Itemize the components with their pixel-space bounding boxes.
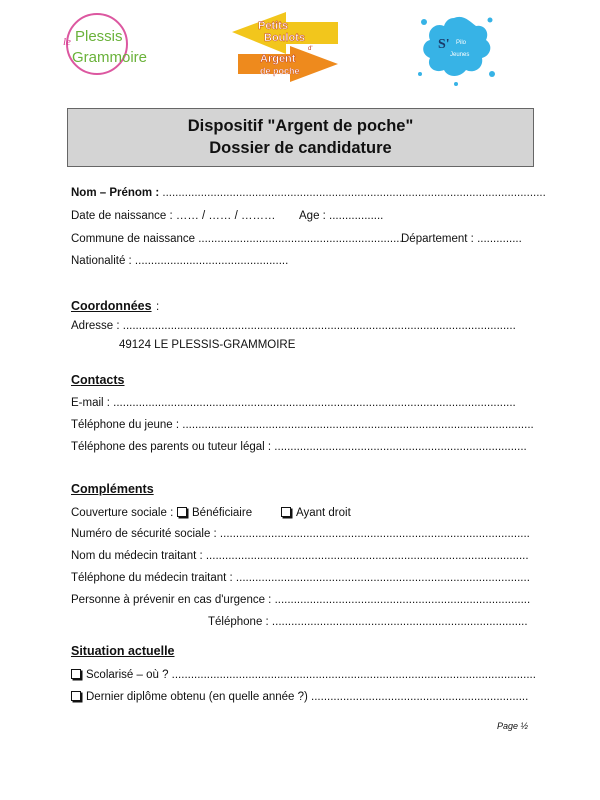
logo-line2: Grammoire	[72, 49, 148, 66]
splash-logo	[412, 8, 497, 88]
logo-petits: Petits	[258, 20, 288, 32]
urgence-field[interactable]: Personne à prévenir en cas d'urgence : ................................................................................	[71, 594, 531, 606]
logo-argent: Argent	[260, 53, 296, 65]
age-field[interactable]: Age : .................	[299, 210, 384, 222]
coordonnees-heading-row	[71, 297, 159, 315]
beneficiaire-label: Bénéficiaire	[192, 507, 253, 519]
diplome-option[interactable]	[71, 691, 528, 703]
ayant-droit-checkbox[interactable]	[281, 507, 291, 517]
commune-field[interactable]: Commune de naissance ................................................................	[71, 233, 403, 245]
plessis-grammoire-logo	[55, 8, 160, 78]
nationalite-field[interactable]: Nationalité : ................................................	[71, 255, 289, 267]
secu-field[interactable]: Numéro de sécurité sociale : .................................................................................................	[71, 528, 530, 540]
coordonnees-heading: Coordonnées	[71, 299, 152, 313]
logo-depoche: de poche	[260, 66, 300, 76]
nom-label: Nom – Prénom :	[71, 187, 160, 199]
title-line1: Dispositif "Argent de poche"	[187, 117, 414, 135]
tel-medecin-field[interactable]: Téléphone du médecin traitant : ............................................................................................	[71, 572, 530, 584]
adresse-field[interactable]: Adresse : ...........................................................................................................................	[71, 320, 516, 332]
scolarise-option[interactable]	[71, 669, 536, 681]
ville-text: 49124 LE PLESSIS-GRAMMOIRE	[119, 339, 296, 351]
urgence-telephone-field[interactable]: Téléphone : ................................................................................	[208, 616, 528, 628]
logo-prefix: le	[63, 36, 71, 48]
splash-text3: Jeunes	[450, 52, 470, 58]
medecin-field[interactable]: Nom du médecin traitant : .....................................................................................................	[71, 550, 529, 562]
coordonnees-colon: :	[156, 301, 160, 313]
ayant-droit-label: Ayant droit	[296, 507, 351, 519]
title-line2: Dossier de candidature	[209, 139, 392, 157]
beneficiaire-option[interactable]	[177, 507, 252, 519]
email-field[interactable]: E-mail : ..............................................................................................................................	[71, 397, 516, 409]
tel-parents-field[interactable]: Téléphone des parents ou tuteur légal : ...............................................................................	[71, 441, 527, 453]
beneficiaire-checkbox[interactable]	[177, 507, 187, 517]
diplome-checkbox[interactable]	[71, 691, 81, 701]
couverture-label: Couverture sociale :	[71, 507, 174, 519]
complements-heading: Compléments	[71, 482, 154, 496]
ayant-droit-option[interactable]	[281, 507, 351, 519]
departement-field[interactable]: Département : ..............	[401, 233, 522, 245]
nom-field[interactable]: ........................................................................................................................	[162, 187, 546, 199]
splash-text2: Pilo	[456, 40, 467, 46]
scolarise-field[interactable]: Scolarisé – où ? ..................................................................................................................	[86, 669, 536, 681]
logo-small: d'	[308, 46, 313, 52]
situation-heading: Situation actuelle	[71, 644, 175, 658]
date-naissance-field[interactable]: Date de naissance : …… / …… / ………	[71, 210, 276, 222]
logo-boulots: Boulots	[264, 32, 305, 44]
contacts-heading: Contacts	[71, 373, 125, 387]
petits-boulots-logo	[228, 10, 343, 82]
name-row[interactable]	[71, 187, 546, 199]
splash-text1: S'	[438, 37, 450, 52]
logo-line1: Plessis	[75, 28, 123, 45]
tel-jeune-field[interactable]: Téléphone du jeune : ..............................................................................................................	[71, 419, 534, 431]
title-box	[67, 108, 534, 167]
scolarise-checkbox[interactable]	[71, 669, 81, 679]
page-number: Page ½	[497, 721, 529, 731]
diplome-field[interactable]: Dernier diplôme obtenu (en quelle année ?) ....................................................................	[86, 691, 529, 703]
